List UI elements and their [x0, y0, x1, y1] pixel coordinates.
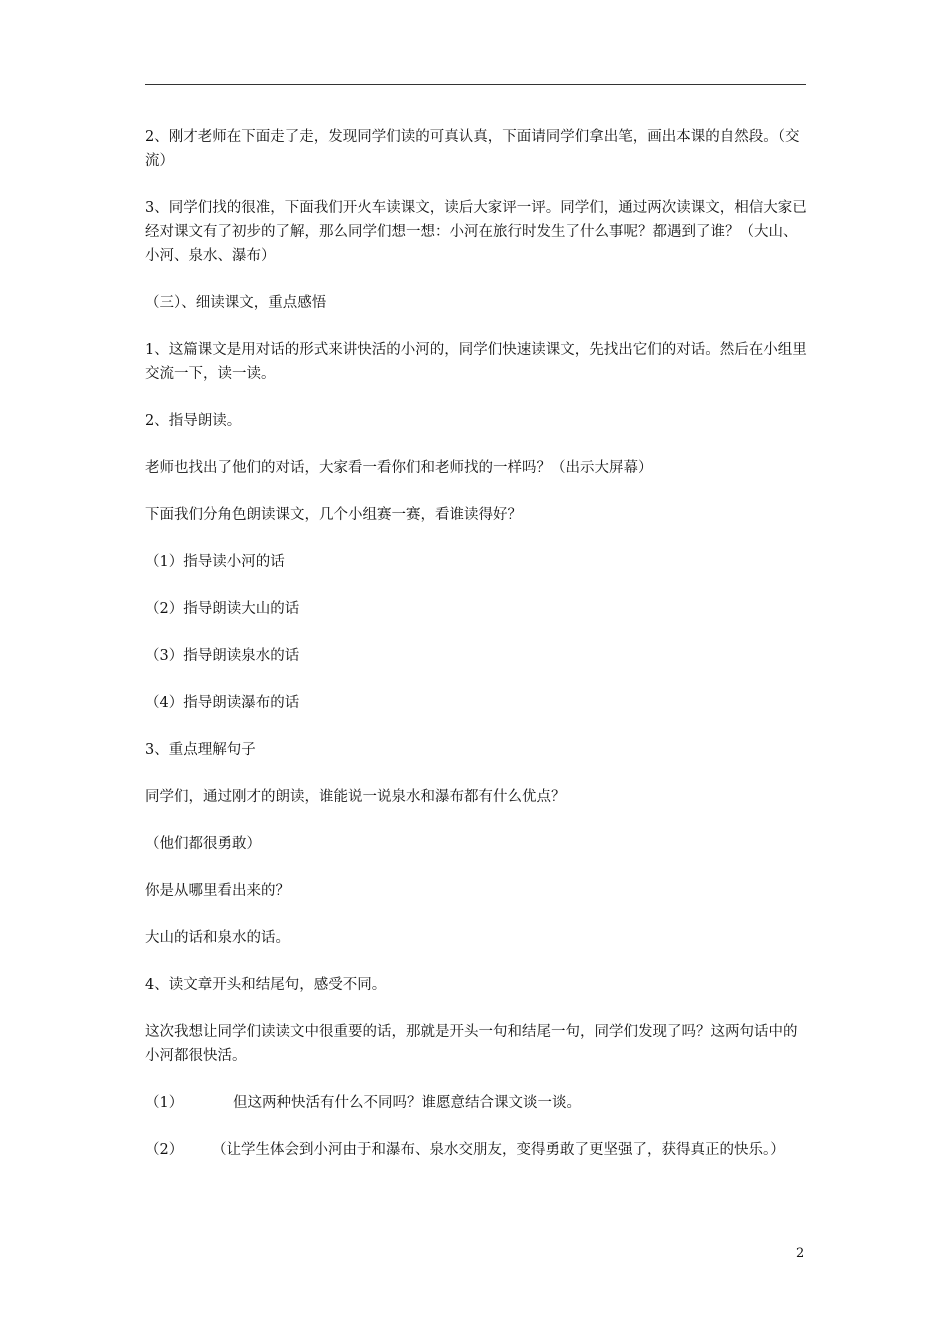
list-item-number: （1） — [145, 1095, 184, 1111]
paragraph: 1、这篇课文是用对话的形式来讲快活的小河的，同学们快速读课文，先找出它们的对话。然后在小组里交流一下，读一读。 — [145, 342, 807, 382]
paragraph: 大山的话和泉水的话。 — [145, 930, 290, 946]
paragraph: 下面我们分角色朗读课文，几个小组赛一赛，看谁读得好？ — [145, 507, 522, 523]
paragraph: 4、读文章开头和结尾句，感受不同。 — [145, 977, 387, 993]
list-item-number: （2） — [145, 1142, 184, 1158]
page-number: 2 — [796, 1246, 805, 1261]
paragraph: 这次我想让同学们读读文中很重要的话，那就是开头一句和结尾一句，同学们发现了吗？这两句话中的小河都很快活。 — [145, 1024, 798, 1064]
list-item — [145, 1138, 810, 1162]
paragraph: 老师也找出了他们的对话，大家看一看你们和老师找的一样吗？（出示大屏幕） — [145, 460, 653, 476]
paragraph: 你是从哪里看出来的？ — [145, 883, 290, 899]
list-item: （4）指导朗读瀑布的话 — [145, 695, 300, 711]
paragraph: 2、刚才老师在下面走了走，发现同学们读的可真认真，下面请同学们拿出笔，画出本课的自然段。（交流） — [145, 129, 800, 169]
paragraph: 2、指导朗读。 — [145, 413, 242, 429]
document-body — [145, 125, 810, 1185]
section-heading: （三）、细读课文，重点感悟 — [145, 295, 327, 311]
list-item: （2）指导朗读大山的话 — [145, 601, 300, 617]
paragraph: 同学们，通过刚才的朗读，谁能说一说泉水和瀑布都有什么优点？ — [145, 789, 566, 805]
list-item-text: 但这两种快活有什么不同吗？谁愿意结合课文谈一谈。 — [233, 1095, 581, 1111]
list-item: （1）指导读小河的话 — [145, 554, 285, 570]
header-rule — [145, 84, 806, 85]
paragraph: （他们都很勇敢） — [145, 836, 261, 852]
list-item-text: （让学生体会到小河由于和瀑布、泉水交朋友，变得勇敢了更坚强了，获得真正的快乐。） — [212, 1142, 785, 1158]
paragraph: 3、重点理解句子 — [145, 742, 256, 758]
list-item — [145, 1091, 810, 1115]
list-item: （3）指导朗读泉水的话 — [145, 648, 300, 664]
paragraph: 3、同学们找的很准，下面我们开火车读课文，读后大家评一评。同学们，通过两次读课文，相信大家已经对课文有了初步的了解，那么同学们想一想：小河在旅行时发生了什么事呢？都遇到了谁？（大山、小河、泉水、瀑布） — [145, 200, 807, 264]
